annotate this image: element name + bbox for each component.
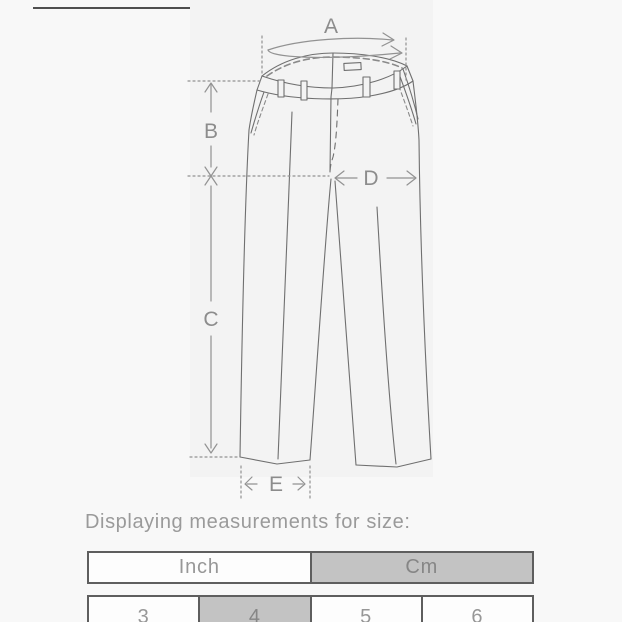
waistband-button [344, 63, 361, 71]
label-d: D [363, 167, 379, 190]
label-a: A [323, 15, 339, 38]
unit-toggle [87, 551, 534, 584]
label-c: C [203, 308, 219, 331]
size-option-6[interactable]: 6 [421, 597, 532, 622]
size-option-5[interactable]: 5 [310, 597, 421, 622]
size-option-3[interactable]: 3 [89, 597, 198, 622]
size-caption: Displaying measurements for size: [85, 511, 411, 533]
label-b: B [203, 120, 219, 143]
unit-tab-inch[interactable]: Inch [89, 553, 310, 582]
size-selector [87, 595, 534, 622]
size-option-4[interactable]: 4 [198, 597, 309, 622]
unit-tab-cm[interactable]: Cm [310, 553, 533, 582]
label-e: E [268, 473, 284, 496]
